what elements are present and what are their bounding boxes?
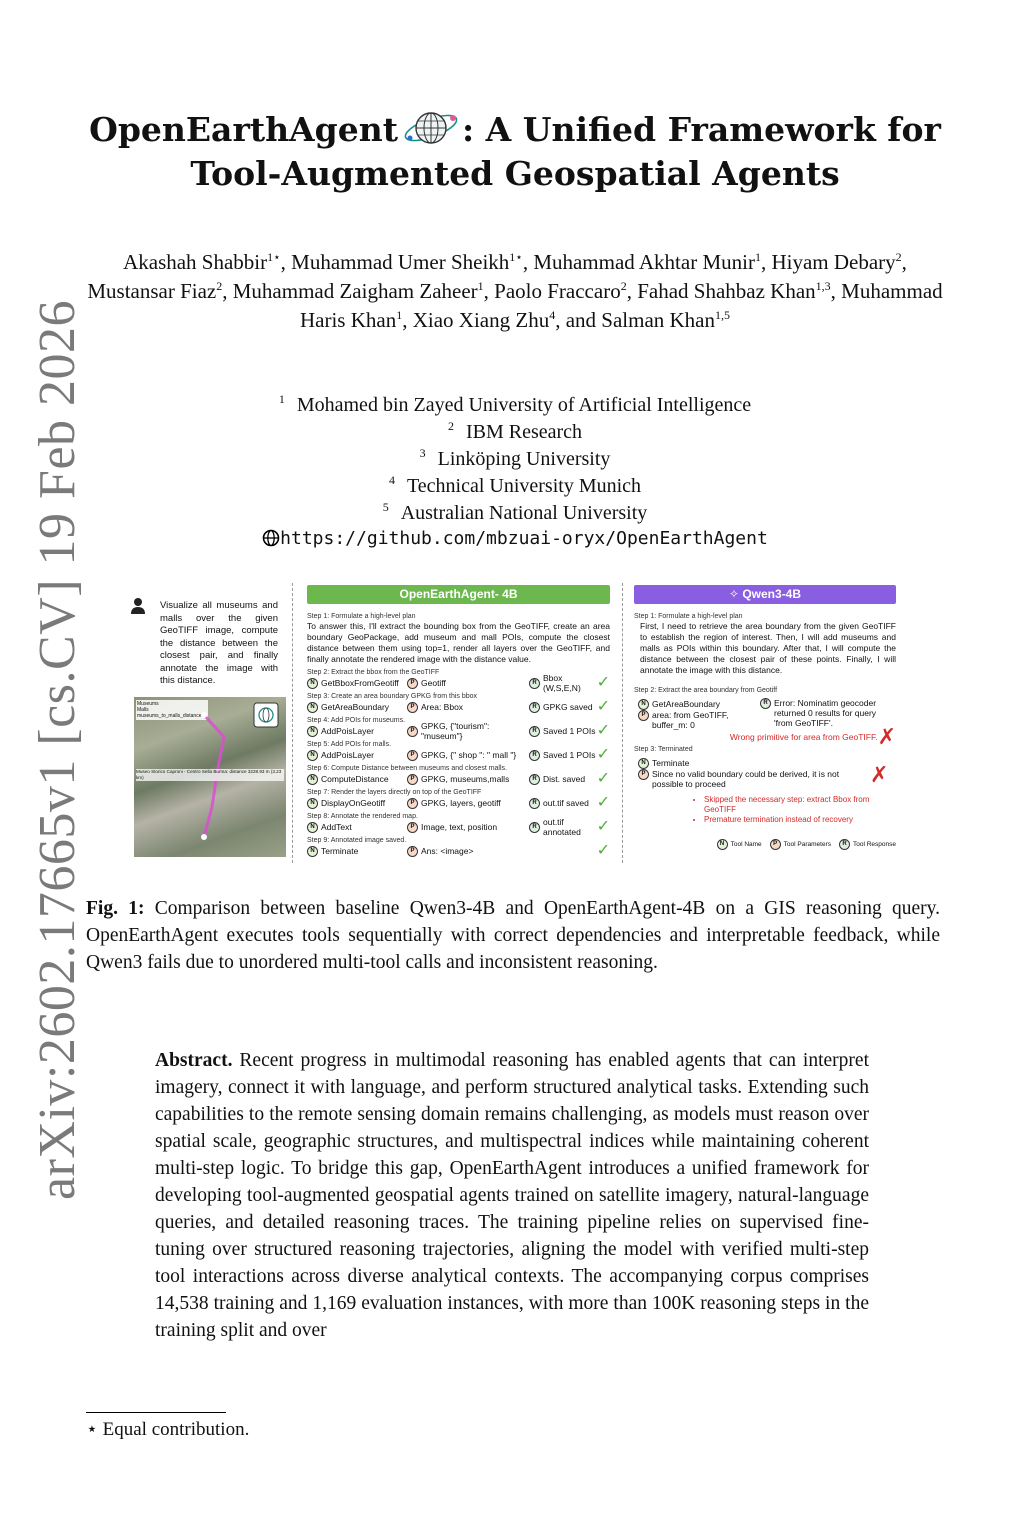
step-row [307, 794, 610, 811]
affiliation-list [200, 392, 830, 527]
author-name: Paolo Fraccaro [494, 279, 621, 303]
step-heading: Step 9: Annotated image saved. [307, 837, 407, 844]
tool-response: out.tif annotated [543, 817, 581, 837]
tool-param-badge-icon: P [407, 822, 418, 833]
step-row [307, 673, 610, 693]
author-name: Muhammad Zaigham Zaheer [232, 279, 478, 303]
tool-name-badge-icon: N [307, 702, 318, 713]
separator-line [622, 583, 623, 863]
tool-response-badge-icon: R [529, 678, 540, 689]
tool-name: AddText [321, 822, 352, 832]
check-mark-icon: ✓ [596, 746, 610, 763]
openearthagent-panel [307, 585, 610, 857]
tool-response-badge-icon: R [529, 798, 540, 809]
check-mark-icon: ✓ [596, 794, 610, 811]
tool-step [307, 692, 610, 713]
tool-param: GPKG, layers, geotiff [421, 798, 501, 808]
affiliation-number: 1 [278, 392, 285, 407]
qwen-logo-icon: ✧ [728, 587, 743, 601]
tool-name-badge-icon: N [307, 726, 318, 737]
step-heading: Step 4: Add POIs for museums. [307, 717, 406, 724]
arxiv-identifier-stamp: arXiv:2602.17665v1 [cs.CV] 19 Feb 2026 [29, 299, 86, 1200]
map-legend-malls: Malls [137, 707, 149, 713]
tool-call-steps [307, 668, 610, 857]
step-row [307, 770, 610, 787]
abstract-text: Recent progress in multimodal reasoning has enabled agents that can interpret imagery, connect it with language, and perform structured analytical tasks. Extending such capabilities to the remote sensing domain remains challenging, as models must reason over spatial scale, geographic structures, and multispectral indices while maintaining coherent multi-step logic. To bridge this gap, OpenEarthAgent introduces a unified framework for developing tool-augmented geospatial agents trained on satellite imagery, natural-language queries, and detailed reasoning traces. The training pipeline relies on supervised fine-tuning over structured reasoning trajectories, aligning the model with verified multi-step tool interactions across diverse analytical contexts. The accompanying corpus comprises 14,538 training and 1,169 evaluation instances, with more than 100K reasoning steps in the training split and over [155, 1050, 869, 1341]
tool-param: GPKG, {" shop ": " mall "} [421, 750, 517, 760]
legend-tool-response: Tool Response [853, 841, 896, 848]
tool-name-badge-icon: N [307, 678, 318, 689]
title-line2: Tool-Augmented Geospatial Agents [190, 154, 840, 193]
tool-name: AddPoisLayer [321, 726, 374, 736]
tool-step [307, 740, 610, 761]
tool-name-badge-icon: N [307, 846, 318, 857]
tool-param-badge-icon: P [407, 750, 418, 761]
title-part2: : A Unified Framework for [461, 110, 941, 149]
tool-param-badge-icon: P [638, 769, 649, 780]
step-row [307, 817, 610, 837]
tool-param-badge-icon: P [407, 678, 418, 689]
cross-mark-icon: ✗ [877, 724, 896, 749]
step-row [307, 746, 610, 763]
user-icon [130, 597, 148, 615]
tool-param: Area: Bbox [421, 702, 464, 712]
tool-step [307, 836, 610, 857]
qwen-step2-row [638, 698, 896, 730]
abstract-label: Abstract. [155, 1050, 233, 1071]
legend-tool-params: Tool Parameters [783, 841, 831, 848]
paper-title [80, 108, 950, 196]
tool-param: GPKG, {"tourism": "museum"} [421, 721, 490, 741]
caption-text: Comparison between baseline Qwen3-4B and OpenEarthAgent-4B on a GIS reasoning query. OpenEarthAgent executes tools sequentially with correct dependencies and interpretable feedback, while Qwen3 fails due to unordered multi-tool calls and inconsistent reasoning. [86, 898, 941, 973]
footnote-rule [86, 1412, 226, 1413]
tool-param-badge-icon: P [407, 798, 418, 809]
tool-name: AddPoisLayer [321, 750, 374, 760]
tool-param: Ans: <image> [421, 846, 474, 856]
plan-text: To answer this, I'll extract the bounding box from the GeoTIFF, create an area boundary GeoPackage, add museum and mall POIs, compute the closest distance between them using top=1, render all layers over the GeoTIFF, and finally annotate the rendered image with the distance value. [307, 621, 610, 664]
step-heading: Step 1: Formulate a high-level plan [634, 613, 743, 620]
tool-response-badge-icon: R [529, 774, 540, 785]
tool-response: GPKG saved [543, 702, 593, 712]
tool-param-badge-icon: P [770, 839, 781, 850]
step-row [307, 842, 610, 859]
author-name: Xiao Xiang Zhu [412, 308, 550, 332]
tool-param: GPKG, museums,malls [421, 774, 510, 784]
tool-response: out.tif saved [543, 798, 589, 808]
check-mark-icon: ✓ [596, 818, 610, 835]
tool-param: Image, text, position [421, 822, 498, 832]
tool-name-badge-icon: N [307, 798, 318, 809]
step-heading: Step 6: Compute Distance between museums and closest malls. [307, 765, 507, 772]
github-globe-icon [262, 528, 280, 549]
repo-url[interactable]: https://github.com/mbzuai-oryx/OpenEarthAgent [280, 528, 768, 549]
affiliation-number: 3 [419, 446, 426, 461]
author-affiliation-mark: 1 [396, 308, 403, 322]
map-legend-museums: Museums [137, 701, 159, 707]
tool-step [307, 788, 610, 809]
author-name: Muhammad Akhtar Munir [533, 250, 755, 274]
check-mark-icon: ✓ [596, 722, 610, 739]
affiliation-number: 2 [447, 419, 454, 434]
footnote: ⋆ Equal contribution. [86, 1419, 250, 1440]
affiliation-number: 5 [382, 500, 389, 515]
tool-response-badge-icon: R [760, 698, 771, 709]
tool-name-badge-icon: N [307, 750, 318, 761]
repo-link[interactable] [160, 528, 870, 549]
caption-label: Fig. 1: [86, 898, 145, 919]
tool-step [307, 812, 610, 837]
step-row [307, 721, 610, 741]
tool-name: Terminate [652, 758, 690, 768]
tool-name-badge-icon: N [307, 822, 318, 833]
tool-param-badge-icon: P [407, 726, 418, 737]
affiliation-name: Linköping University [437, 448, 611, 470]
author-name: Muhammad Haris Khan [299, 279, 943, 332]
step-heading: Step 3: Create an area boundary GPKG from this bbox [307, 693, 478, 700]
tool-param: Since no valid boundary could be derived, it is not possible to proceed [652, 769, 840, 789]
author-name: Salman Khan [601, 308, 716, 332]
figure-1 [130, 583, 910, 865]
separator-line [292, 583, 293, 863]
tool-response: Bbox (W,S,E,N) [543, 673, 581, 693]
author-affiliation-mark: 2 [216, 279, 223, 293]
author-affiliation-mark: 1,3 [815, 279, 831, 293]
satellite-map-image [134, 697, 286, 857]
step-heading: Step 5: Add POIs for malls. [307, 741, 392, 748]
affiliation [200, 500, 830, 527]
tool-response-badge-icon: R [529, 726, 540, 737]
tool-response-badge-icon: R [839, 839, 850, 850]
tool-param-badge-icon: P [407, 702, 418, 713]
map-legend-file: museums_to_malls_distance [137, 713, 202, 719]
openearthagent-header: OpenEarthAgent- 4B [307, 585, 610, 604]
tool-name: GetAreaBoundary [652, 699, 721, 709]
error-note: Wrong primitive for area from GeoTIFF. [729, 732, 878, 742]
tool-name: ComputeDistance [321, 774, 389, 784]
author-name: Akashah Shabbir [123, 250, 268, 274]
tool-name: GetBboxFromGeotiff [321, 678, 399, 688]
tool-response: Saved 1 POIs [543, 750, 596, 760]
tool-param-badge-icon: P [407, 846, 418, 857]
failure-reasons [704, 795, 896, 825]
tool-param: area: from GeoTIFF, buffer_m: 0 [652, 710, 729, 730]
tool-response: Dist. saved [543, 774, 586, 784]
affiliation [200, 419, 830, 446]
tool-param-badge-icon: P [407, 774, 418, 785]
title-part1: OpenEarthAgent [89, 110, 398, 149]
author-name: Muhammad Umer Sheikh [291, 250, 510, 274]
step-heading: Step 2: Extract the bbox from the GeoTIFF [307, 669, 440, 676]
step-heading: Step 3: Terminated [634, 746, 693, 753]
step-row [307, 698, 610, 715]
tool-name-badge-icon: N [638, 699, 649, 710]
tool-name-badge-icon: N [717, 839, 728, 850]
affiliation-name: Technical University Munich [406, 475, 642, 497]
step-heading: Step 1: Formulate a high-level plan [307, 613, 416, 620]
author-affiliation-mark: 4 [549, 308, 556, 322]
tool-name-badge-icon: N [307, 774, 318, 785]
author-affiliation-mark: 1⋆ [267, 250, 281, 264]
author-affiliation-mark: 1 [477, 279, 484, 293]
affiliation-name: Australian National University [400, 502, 648, 524]
badge-legend [634, 839, 896, 850]
tool-step [307, 764, 610, 785]
tool-step [307, 716, 610, 741]
author-name: Hiyam Debary [771, 250, 896, 274]
tool-response-badge-icon: R [529, 822, 540, 833]
tool-response: Error: Nominatim geocoder returned 0 results for query 'from GeoTIFF'. [774, 698, 877, 728]
failure-reason: • Skipped the necessary step: extract Bbox from GeoTIFF [704, 795, 896, 815]
abstract [155, 1047, 869, 1344]
tool-name: GetAreaBoundary [321, 702, 390, 712]
author-affiliation-mark: 1⋆ [509, 250, 523, 264]
affiliation-number: 4 [388, 473, 395, 488]
check-mark-icon: ✓ [596, 770, 610, 787]
failure-reason: • Premature termination instead of recovery [704, 815, 896, 825]
step-heading: Step 7: Render the layers directly on top of the GeoTIFF [307, 789, 482, 796]
cross-mark-icon: ✗ [870, 762, 889, 787]
qwen-plan-text: First, I need to retrieve the area boundary from the given GeoTIFF to establish the region of interest. Then, I will add museums and malls as POIs within this boundary. After that, I will compute the distance between the closest pair of these points. Finally, I will annotate the image with this distance. [640, 621, 896, 675]
tool-step [307, 668, 610, 693]
affiliation-name: IBM Research [465, 421, 583, 443]
tool-response: Saved 1 POIs [543, 726, 596, 736]
author-name: Mustansar Fiaz [87, 279, 217, 303]
check-mark-icon: ✓ [596, 842, 610, 859]
affiliation-name: Mohamed bin Zayed University of Artificial Intelligence [296, 394, 752, 416]
globe-logo-icon [402, 104, 460, 152]
check-mark-icon: ✓ [596, 698, 610, 715]
qwen-header [634, 585, 896, 604]
qwen-header-label: Qwen3-4B [742, 587, 802, 601]
tool-name-badge-icon: N [638, 758, 649, 769]
tool-response-badge-icon: R [529, 702, 540, 713]
map-distance-note: Museo Storico Caproni - Centro Sella Burma: distance 3228.93 m (3.23 km) [136, 769, 284, 781]
check-mark-icon: ✓ [596, 674, 610, 691]
author-affiliation-mark: 2 [895, 250, 902, 264]
tool-param-badge-icon: P [638, 710, 649, 721]
user-query: Visualize all museums and malls over the given GeoTIFF image, compute the distance between the closest pair, and finally annotate the image with this distance. [160, 600, 278, 686]
affiliation [200, 446, 830, 473]
legend-tool-name: Tool Name [730, 841, 762, 848]
affiliation [200, 392, 830, 419]
tool-param: Geotiff [421, 678, 446, 688]
qwen-panel [634, 585, 896, 850]
step-heading: Step 8: Annotate the rendered map. [307, 813, 418, 820]
tool-name: DisplayOnGeotiff [321, 798, 386, 808]
tool-name: Terminate [321, 846, 359, 856]
author-list: Akashah Shabbir$^{1⋆}$, Muhammad Umer Sheikh$^{1⋆}$, Muhammad Akhtar Munir$^1$, Hiyam Debary$^2$, Mustansar Fiaz$^2$, Muhammad Zaigham Zaheer$^1$, Paolo Fraccaro$^2$, Fahad Shahbaz Khan$^{1,3}$, Muhammad Haris Khan$^1$, Xiao Xiang Zhu$^4$, and Salman Khan$^{1,5}$ [87, 250, 943, 332]
author-name: Fahad Shahbaz Khan [637, 279, 816, 303]
author-affiliation-mark: 1 [754, 250, 761, 264]
author-affiliation-mark: 1,5 [715, 308, 731, 322]
step-heading: Step 2: Extract the area boundary from Geotiff [634, 687, 778, 694]
tool-response-badge-icon: R [529, 750, 540, 761]
author-affiliation-mark: 2 [620, 279, 627, 293]
affiliation [200, 473, 830, 500]
figure-caption [86, 895, 940, 976]
